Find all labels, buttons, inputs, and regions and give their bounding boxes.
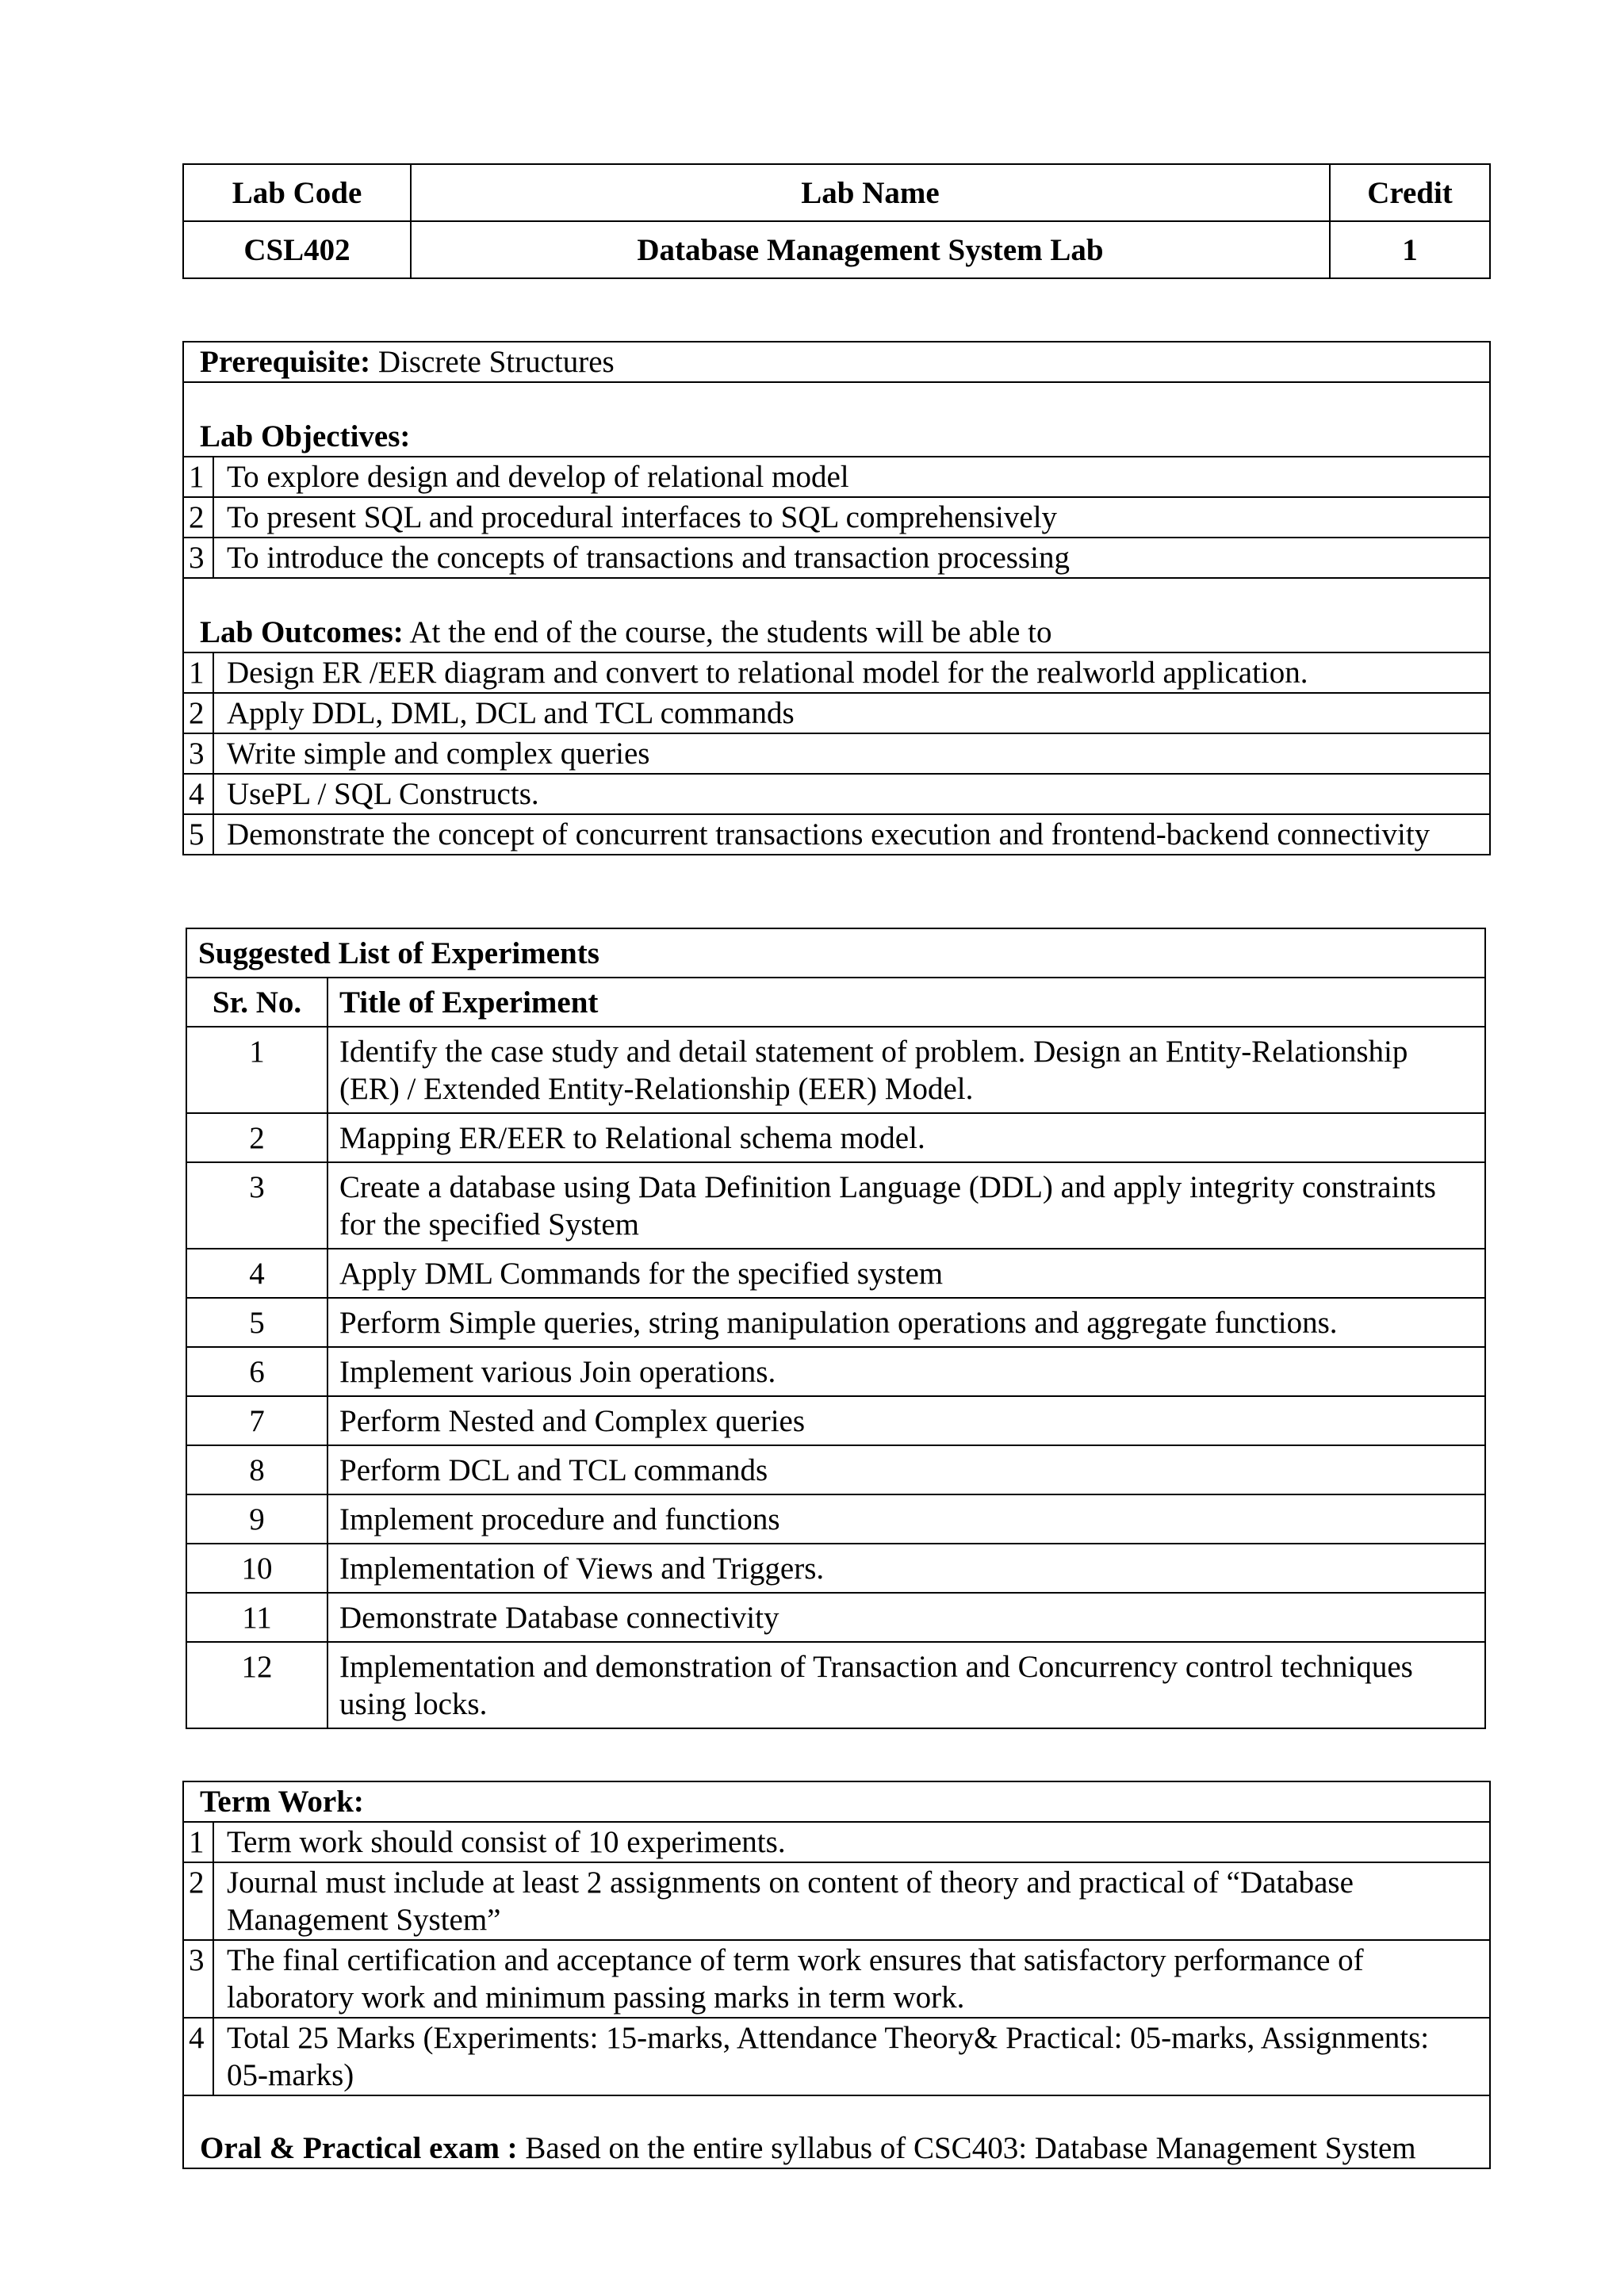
title-header: Title of Experiment xyxy=(327,978,1485,1027)
outcome-text: Demonstrate the concept of concurrent transactions execution and frontend-backend connectivity xyxy=(213,814,1490,855)
outcomes-heading-text: Lab Outcomes: xyxy=(200,615,404,649)
experiment-title: Implement procedure and functions xyxy=(327,1494,1485,1544)
outcome-item xyxy=(183,652,1490,693)
experiment-row xyxy=(186,1249,1485,1298)
experiment-title: Implementation and demonstration of Transaction and Concurrency control techniques using locks. xyxy=(327,1642,1485,1728)
lab-info-row xyxy=(183,221,1490,278)
experiment-title: Perform DCL and TCL commands xyxy=(327,1445,1485,1494)
experiment-title: Perform Simple queries, string manipulation operations and aggregate functions. xyxy=(327,1298,1485,1347)
outcomes-heading xyxy=(183,578,1490,652)
term-work-text: Journal must include at least 2 assignments on content of theory and practical of “Database Management System” xyxy=(213,1862,1490,1940)
objective-num: 2 xyxy=(183,497,213,538)
experiment-row xyxy=(186,1544,1485,1593)
experiment-sr: 3 xyxy=(186,1162,327,1249)
experiment-title: Perform Nested and Complex queries xyxy=(327,1396,1485,1445)
outcome-num: 5 xyxy=(183,814,213,855)
outcome-num: 4 xyxy=(183,774,213,814)
term-work-num: 2 xyxy=(183,1862,213,1940)
sr-no-header: Sr. No. xyxy=(186,978,327,1027)
oral-exam-label: Oral & Practical exam : xyxy=(200,2131,518,2165)
outcome-num: 3 xyxy=(183,733,213,774)
experiment-title: Identify the case study and detail statement of problem. Design an Entity-Relationship (ER) / Extended Entity-Relationship (EER) Model. xyxy=(327,1027,1485,1113)
experiment-sr: 6 xyxy=(186,1347,327,1396)
experiment-sr: 9 xyxy=(186,1494,327,1544)
term-work-num: 4 xyxy=(183,2018,213,2095)
outcome-text: Design ER /EER diagram and convert to relational model for the realworld application. xyxy=(213,652,1490,693)
objective-item xyxy=(183,538,1490,578)
experiment-sr: 2 xyxy=(186,1113,327,1162)
experiments-heading-row xyxy=(186,928,1485,978)
lab-code-header: Lab Code xyxy=(183,164,411,221)
experiment-title: Demonstrate Database connectivity xyxy=(327,1593,1485,1642)
experiment-row xyxy=(186,1113,1485,1162)
experiments-column-header-row xyxy=(186,978,1485,1027)
outcomes-intro: At the end of the course, the students will be able to xyxy=(403,615,1052,649)
experiment-row xyxy=(186,1642,1485,1728)
experiment-sr: 10 xyxy=(186,1544,327,1593)
experiment-sr: 8 xyxy=(186,1445,327,1494)
experiment-title: Implementation of Views and Triggers. xyxy=(327,1544,1485,1593)
outcome-item xyxy=(183,774,1490,814)
term-work-text: Total 25 Marks (Experiments: 15-marks, Attendance Theory& Practical: 05-marks, Assignments: 05-marks) xyxy=(213,2018,1490,2095)
experiment-title: Implement various Join operations. xyxy=(327,1347,1485,1396)
objectives-heading-text: Lab Objectives: xyxy=(200,419,411,453)
outcome-item xyxy=(183,814,1490,855)
objectives-heading-row xyxy=(183,382,1490,457)
prerequisite-value: Discrete Structures xyxy=(370,345,615,379)
prerequisite-cell xyxy=(183,342,1490,382)
experiment-sr: 11 xyxy=(186,1593,327,1642)
experiment-row xyxy=(186,1347,1485,1396)
credit-value: 1 xyxy=(1330,221,1490,278)
term-work-text: The final certification and acceptance of term work ensures that satisfactory performance of laboratory work and minimum passing marks in term work. xyxy=(213,1940,1490,2018)
outcome-item xyxy=(183,733,1490,774)
term-work-num: 3 xyxy=(183,1940,213,2018)
objectives-outcomes-table xyxy=(182,341,1491,855)
experiment-sr: 12 xyxy=(186,1642,327,1728)
experiments-table xyxy=(186,928,1486,1729)
lab-name-header: Lab Name xyxy=(411,164,1330,221)
outcome-text: UsePL / SQL Constructs. xyxy=(213,774,1490,814)
experiment-sr: 4 xyxy=(186,1249,327,1298)
outcome-text: Write simple and complex queries xyxy=(213,733,1490,774)
term-work-item xyxy=(183,2018,1490,2095)
experiment-row xyxy=(186,1162,1485,1249)
experiment-title: Create a database using Data Definition Language (DDL) and apply integrity constraints for the specified System xyxy=(327,1162,1485,1249)
lab-header-table xyxy=(182,163,1491,279)
outcomes-heading-row xyxy=(183,578,1490,652)
experiment-sr: 5 xyxy=(186,1298,327,1347)
experiments-heading: Suggested List of Experiments xyxy=(186,928,1485,978)
experiment-title: Mapping ER/EER to Relational schema model. xyxy=(327,1113,1485,1162)
experiment-row xyxy=(186,1396,1485,1445)
outcome-text: Apply DDL, DML, DCL and TCL commands xyxy=(213,693,1490,733)
oral-exam-row xyxy=(183,2095,1490,2168)
oral-exam-text: Based on the entire syllabus of CSC403: Database Management System xyxy=(517,2131,1416,2165)
experiment-row xyxy=(186,1445,1485,1494)
prerequisite-label: Prerequisite: xyxy=(200,345,371,379)
oral-exam-cell xyxy=(183,2095,1490,2168)
term-work-table xyxy=(182,1781,1491,2169)
term-work-item xyxy=(183,1862,1490,1940)
term-work-item xyxy=(183,1940,1490,2018)
outcome-num: 2 xyxy=(183,693,213,733)
objective-num: 3 xyxy=(183,538,213,578)
term-work-heading-text: Term Work: xyxy=(200,1785,364,1819)
experiment-sr: 1 xyxy=(186,1027,327,1113)
objective-num: 1 xyxy=(183,457,213,497)
objective-item xyxy=(183,457,1490,497)
objective-item xyxy=(183,497,1490,538)
experiment-row xyxy=(186,1593,1485,1642)
outcome-item xyxy=(183,693,1490,733)
lab-code-value: CSL402 xyxy=(183,221,411,278)
prerequisite-row xyxy=(183,342,1490,382)
experiment-row xyxy=(186,1027,1485,1113)
lab-name-value: Database Management System Lab xyxy=(411,221,1330,278)
credit-header: Credit xyxy=(1330,164,1490,221)
term-work-heading-row xyxy=(183,1781,1490,1822)
term-work-heading xyxy=(183,1781,1490,1822)
objective-text: To present SQL and procedural interfaces to SQL comprehensively xyxy=(213,497,1490,538)
term-work-num: 1 xyxy=(183,1822,213,1862)
term-work-item xyxy=(183,1822,1490,1862)
objective-text: To introduce the concepts of transactions and transaction processing xyxy=(213,538,1490,578)
experiment-row xyxy=(186,1494,1485,1544)
experiment-sr: 7 xyxy=(186,1396,327,1445)
experiment-title: Apply DML Commands for the specified system xyxy=(327,1249,1485,1298)
objective-text: To explore design and develop of relational model xyxy=(213,457,1490,497)
outcome-num: 1 xyxy=(183,652,213,693)
term-work-text: Term work should consist of 10 experiments. xyxy=(213,1822,1490,1862)
experiment-row xyxy=(186,1298,1485,1347)
lab-header-row xyxy=(183,164,1490,221)
objectives-heading xyxy=(183,382,1490,457)
